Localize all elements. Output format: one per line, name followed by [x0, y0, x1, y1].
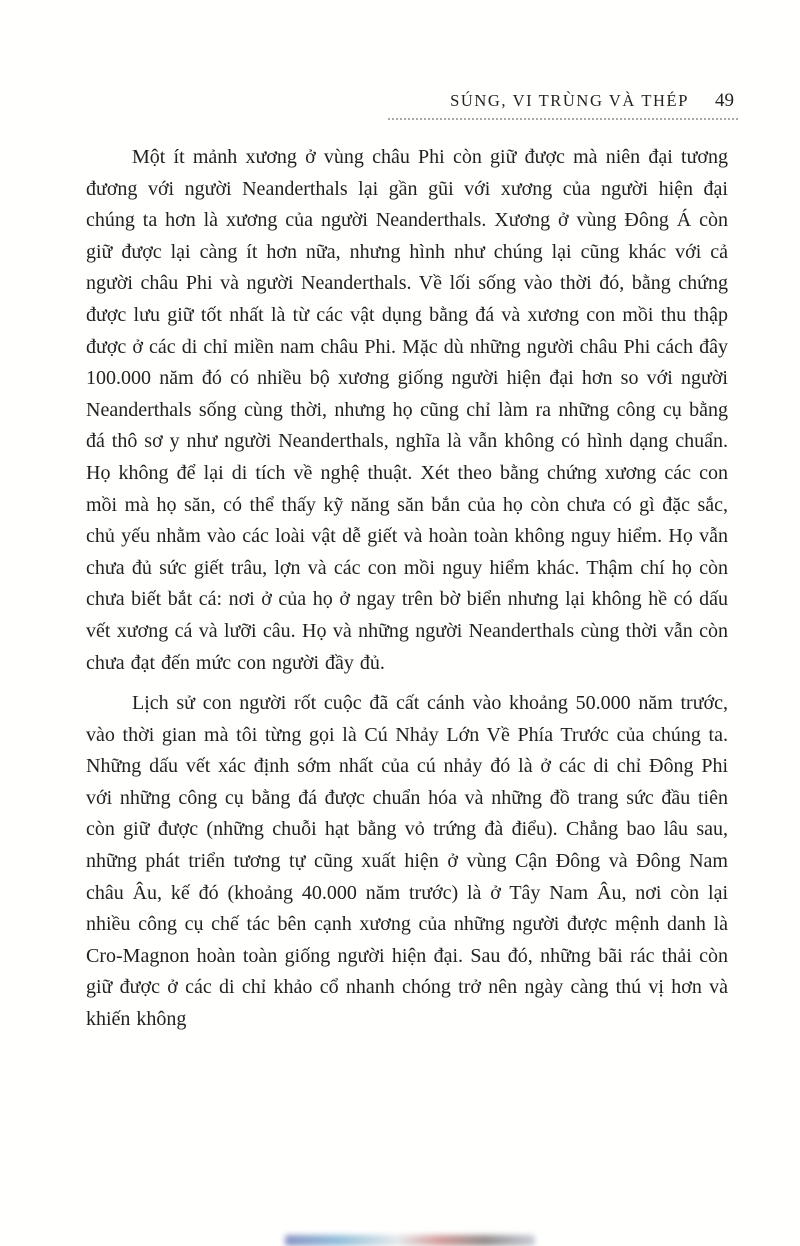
running-title: SÚNG, VI TRÙNG VÀ THÉP [450, 91, 689, 110]
page-bottom-scan-artifact [285, 1235, 535, 1246]
header-rule [388, 118, 738, 120]
page-number: 49 [715, 90, 734, 111]
page-header [450, 90, 734, 112]
body-text [86, 142, 728, 1036]
paragraph-1: Một ít mảnh xương ở vùng châu Phi còn giữ được mà niên đại tương đương với người Neanderthals lại gần gũi với xương của người hiện đại chúng ta hơn là xương của người Neanderthals. Xương ở vùng Đông Á còn giữ được lại càng ít hơn nữa, nhưng hình như chúng lại cũng khác với cả người châu Phi và người Neanderthals. Về lối sống vào thời đó, bằng chứng được lưu giữ tốt nhất là từ các vật dụng bằng đá và xương con mồi thu thập được ở các di chỉ miền nam châu Phi. Mặc dù những người châu Phi cách đây 100.000 năm đó có nhiều bộ xương giống người hiện đại hơn so với người Neanderthals sống cùng thời, nhưng họ cũng chỉ làm ra những công cụ bằng đá thô sơ y như người Neanderthals, nghĩa là vẫn không có hình dạng chuẩn. Họ không để lại di tích về nghệ thuật. Xét theo bằng chứng xương các con mồi mà họ săn, có thể thấy kỹ năng săn bắn của họ còn chưa có gì đặc sắc, chủ yếu nhằm vào các loài vật dễ giết và hoàn toàn không nguy hiểm. Họ vẫn chưa đủ sức giết trâu, lợn và các con mồi nguy hiểm khác. Thậm chí họ còn chưa biết bắt cá: nơi ở của họ ở ngay trên bờ biển nhưng lại không hề có dấu vết xương cá và lưỡi câu. Họ và những người Neanderthals cùng thời vẫn còn chưa đạt đến mức con người đầy đủ. [86, 146, 728, 674]
paragraph-2: Lịch sử con người rốt cuộc đã cất cánh vào khoảng 50.000 năm trước, vào thời gian mà tôi từng gọi là Cú Nhảy Lớn Về Phía Trước của chúng ta. Những dấu vết xác định sớm nhất của cú nhảy đó là ở các di chỉ Đông Phi với những công cụ bằng đá được chuẩn hóa và những đồ trang sức đầu tiên còn giữ được (những chuỗi hạt bằng vỏ trứng đà điểu). Chẳng bao lâu sau, những phát triển tương tự cũng xuất hiện ở vùng Cận Đông và Đông Nam châu Âu, kế đó (khoảng 40.000 năm trước) là ở Tây Nam Âu, nơi còn lại nhiều công cụ chế tác bên cạnh xương của những người được mệnh danh là Cro-Magnon hoàn toàn giống người hiện đại. Sau đó, những bãi rác thải còn giữ được ở các di chỉ khảo cổ nhanh chóng trở nên ngày càng thú vị hơn và khiến không [86, 692, 728, 1031]
